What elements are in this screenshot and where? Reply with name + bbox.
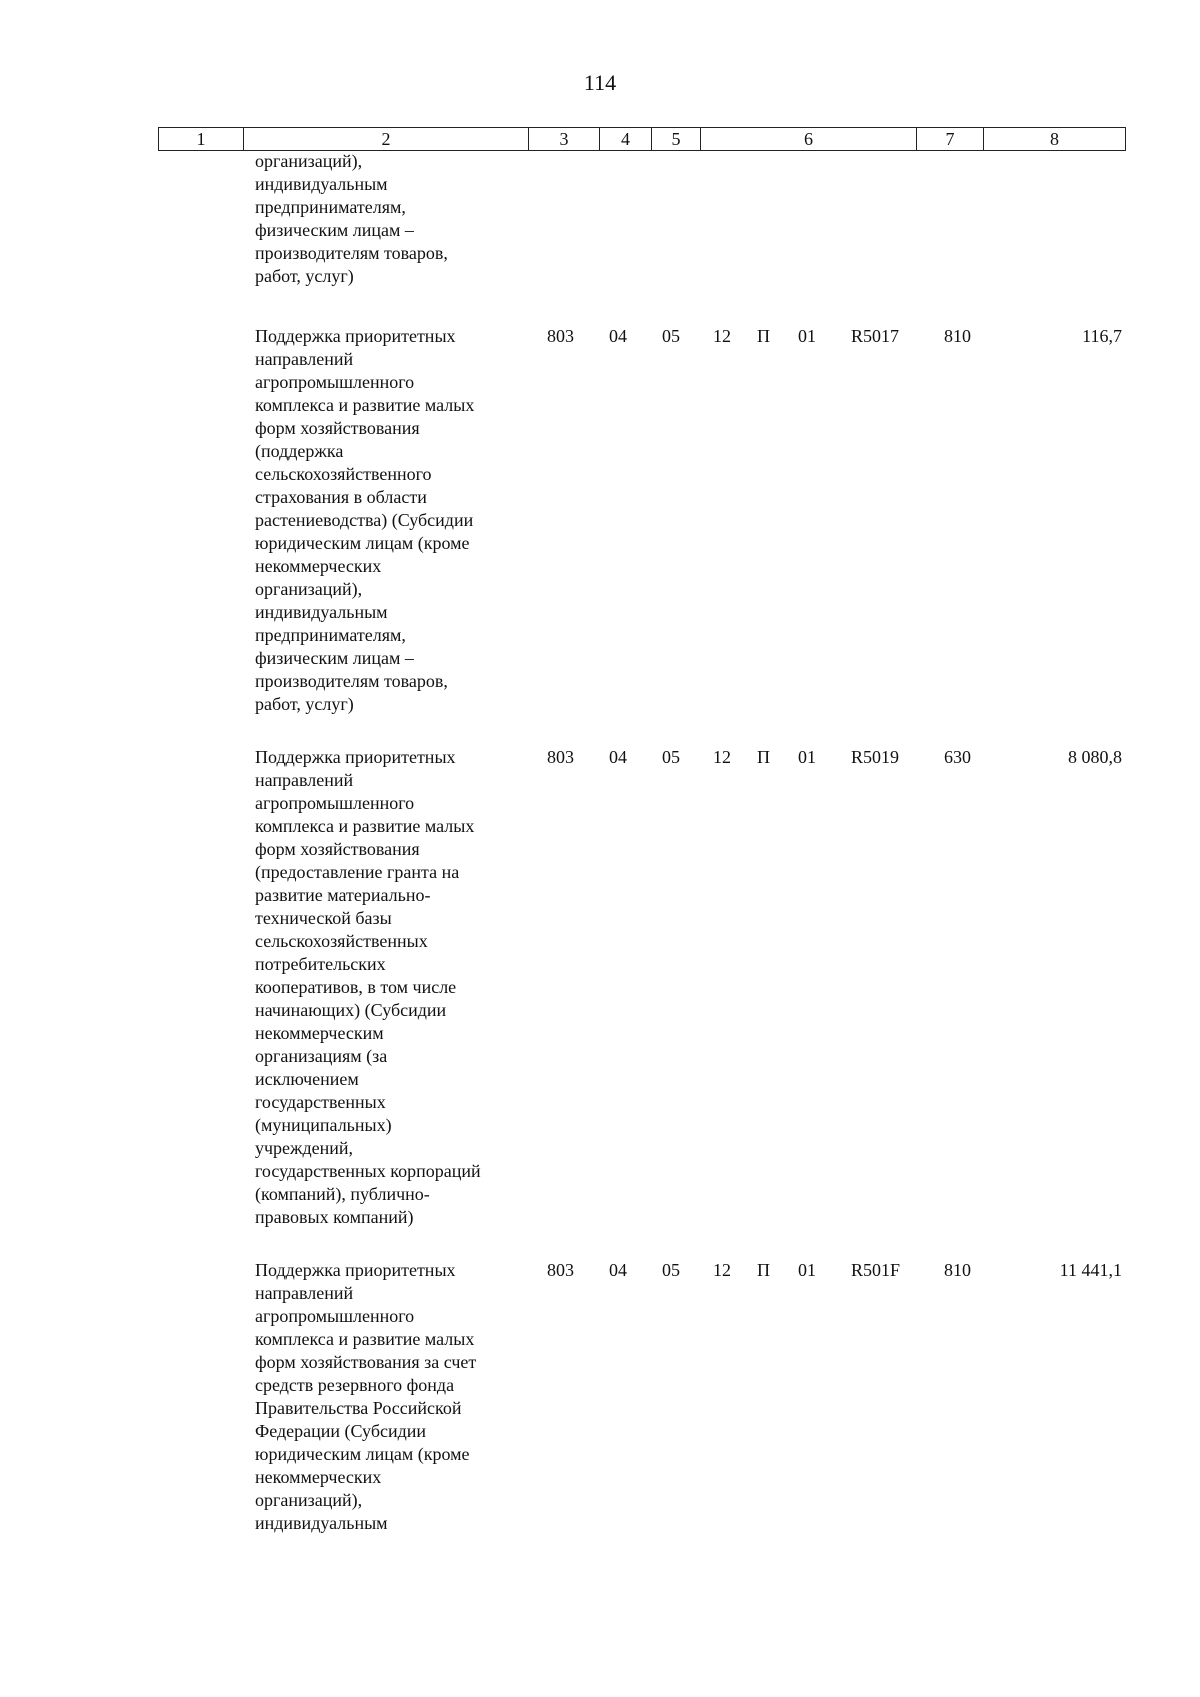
subprogram-code: П [757,1260,770,1280]
subsection-code: 05 [662,326,680,346]
expense-type-code: 810 [944,1260,971,1280]
table-row [0,150,1200,325]
ministry-code: 803 [547,1260,574,1280]
amount: 116,7 [1082,326,1122,346]
program-code: 12 [713,1260,731,1280]
amount: 11 441,1 [1059,1260,1122,1280]
column-header-table [158,127,1126,151]
subsection-code: 05 [662,747,680,767]
page-number: 114 [583,70,617,95]
table-row [0,1259,1200,1559]
column-header: 5 [652,128,701,151]
expense-type-code: 630 [944,747,971,767]
column-header: 1 [159,128,244,151]
column-header: 7 [917,128,984,151]
subprogram-code: П [757,326,770,346]
event-code: 01 [798,1260,816,1280]
column-header: 4 [600,128,652,151]
amount: 8 080,8 [1068,747,1122,767]
direction-code: R5017 [851,326,900,346]
direction-code: R501F [851,1260,901,1280]
ministry-code: 803 [547,747,574,767]
row-description: Поддержка приоритетных направлений агропромышленного комплекса и развитие малых форм хозяйствования за счет средств резервного фонда Правительства Российской Федерации (Субсидии юридическим лицам (кроме некоммерческих организаций), индивидуальным [255,1260,477,1533]
ministry-code: 803 [547,326,574,346]
column-header: 3 [529,128,600,151]
expense-type-code: 810 [944,326,971,346]
direction-code: R5019 [851,747,900,767]
column-header: 8 [984,128,1126,151]
column-header: 6 [701,128,917,151]
event-code: 01 [798,326,816,346]
section-code: 04 [609,747,627,767]
row-description: Поддержка приоритетных направлений агропромышленного комплекса и развитие малых форм хозяйствования (поддержка сельскохозяйственного страхования в области растениеводства) (Субсидии юридическим лицам (кроме некоммерческих организаций), индивидуальным предпринимателям, физическим лицам – производителям товаров, работ, услуг) [255,326,475,714]
row-description: Поддержка приоритетных направлений агропромышленного комплекса и развитие малых форм хозяйствования (предоставление гранта на развитие материально- технической базы сельскохозяйственных потребительских кооперативов, в том числе начинающих) (Субсидии некоммерческим организациям (за исключением государственных (муниципальных) учреждений, государственных корпораций (компаний), публично- правовых компаний) [255,747,481,1227]
row-description: организаций), индивидуальным предпринимателям, физическим лицам – производителям товаров, работ, услуг) [255,151,448,286]
event-code: 01 [798,747,816,767]
subprogram-code: П [757,747,770,767]
budget-rows [0,150,1200,1559]
section-code: 04 [609,326,627,346]
column-header: 2 [244,128,529,151]
subsection-code: 05 [662,1260,680,1280]
table-row [0,746,1200,1259]
table-row [0,325,1200,746]
section-code: 04 [609,1260,627,1280]
program-code: 12 [713,747,731,767]
column-header-row [159,128,1126,151]
program-code: 12 [713,326,731,346]
